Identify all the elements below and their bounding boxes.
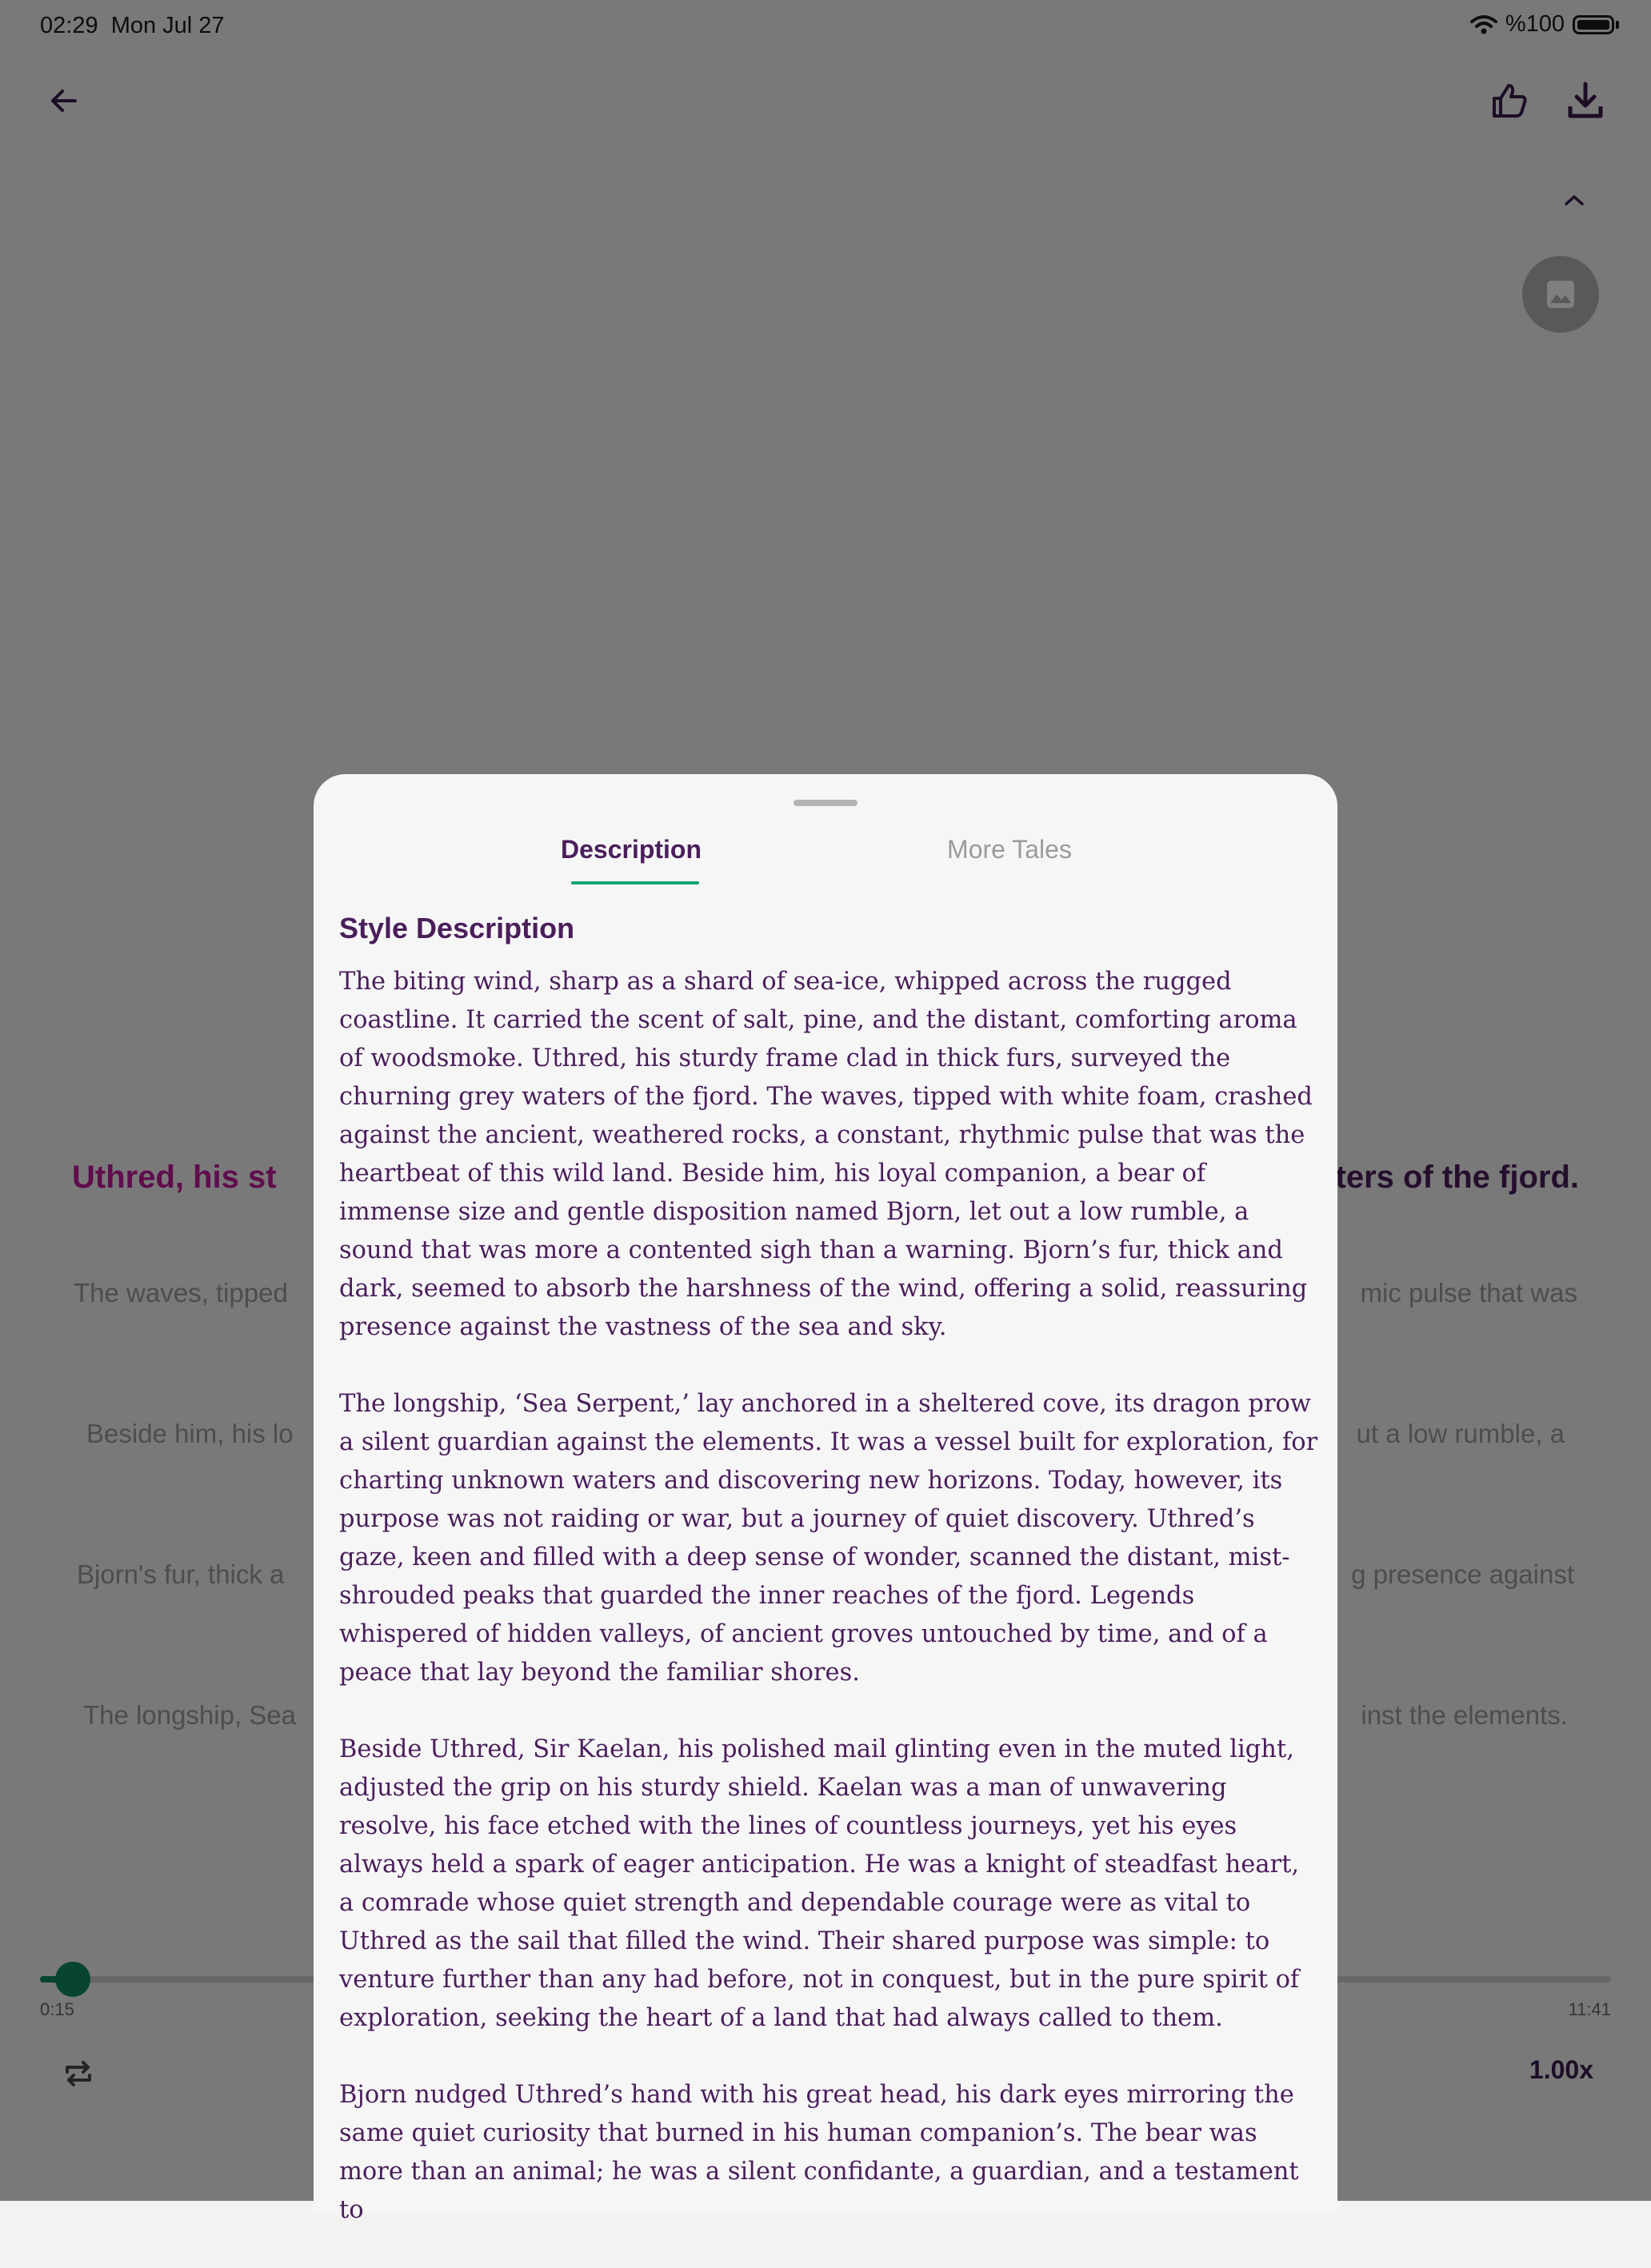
description-sheet <box>314 774 1337 2224</box>
sheet-drag-handle[interactable] <box>794 800 857 806</box>
active-tab-indicator <box>571 881 699 884</box>
style-description-heading: Style Description <box>339 912 575 944</box>
tab-more-tales[interactable]: More Tales <box>947 835 1072 864</box>
tab-description[interactable]: Description <box>560 835 702 864</box>
description-paragraph: Bjorn nudged Uthred’s hand with his great head, his dark eyes mirroring the same quiet curiosity that burned in his human companion’s. The bear was more than an animal; he was a silent confidante, a guardian, and a testament to <box>339 2081 1299 2224</box>
description-paragraph: The longship, ‘Sea Serpent,’ lay anchored in a sheltered cove, its dragon prow a silent guardian against the elements. It was a vessel built for exploration, for charting unknown waters and discovering new horizons. Today, however, its purpose was not raiding or war, but a journey of quiet discovery. Uthred’s gaze, keen and filled with a deep sense of wonder, scanned the distant, mist-shrouded peaks that guarded the inner reaches of the fjord. Legends whispered of hidden valleys, of ancient groves untouched by time, and of a peace that lay beyond the familiar shores. <box>339 1390 1318 1687</box>
description-paragraph: Beside Uthred, Sir Kaelan, his polished mail glinting even in the muted light, adjusted the grip on his sturdy shield. Kaelan was a man of unwavering resolve, his face etched with the lines of countless journeys, yet his eyes always held a spark of eager anticipation. He was a knight of steadfast heart, a comrade whose quiet strength and dependable courage were as vital to Uthred as the sail that filled the wind. Their shared purpose was simple: to venture further than any had before, not in conquest, but in the pure spirit of exploration, seeking the heart of a land that had always called to them. <box>339 1735 1300 2032</box>
description-paragraph: The biting wind, sharp as a shard of sea-ice, whipped across the rugged coastline. It carried the scent of salt, pine, and the distant, comforting aroma of woodsmoke. Uthred, his sturdy frame clad in thick furs, surveyed the churning grey waters of the fjord. The waves, tipped with white foam, crashed against the ancient, weathered rocks, a constant, rhythmic pulse that was the heartbeat of this wild land. Beside him, his loyal companion, a bear of immense size and gentle disposition named Bjorn, let out a low rumble, a sound that was more a contented sigh than a warning. Bjorn’s fur, thick and dark, seemed to absorb the harshness of the wind, offering a solid, reassuring presence against the vastness of the sea and sky. <box>339 968 1313 1341</box>
description-text <box>339 963 1318 2268</box>
